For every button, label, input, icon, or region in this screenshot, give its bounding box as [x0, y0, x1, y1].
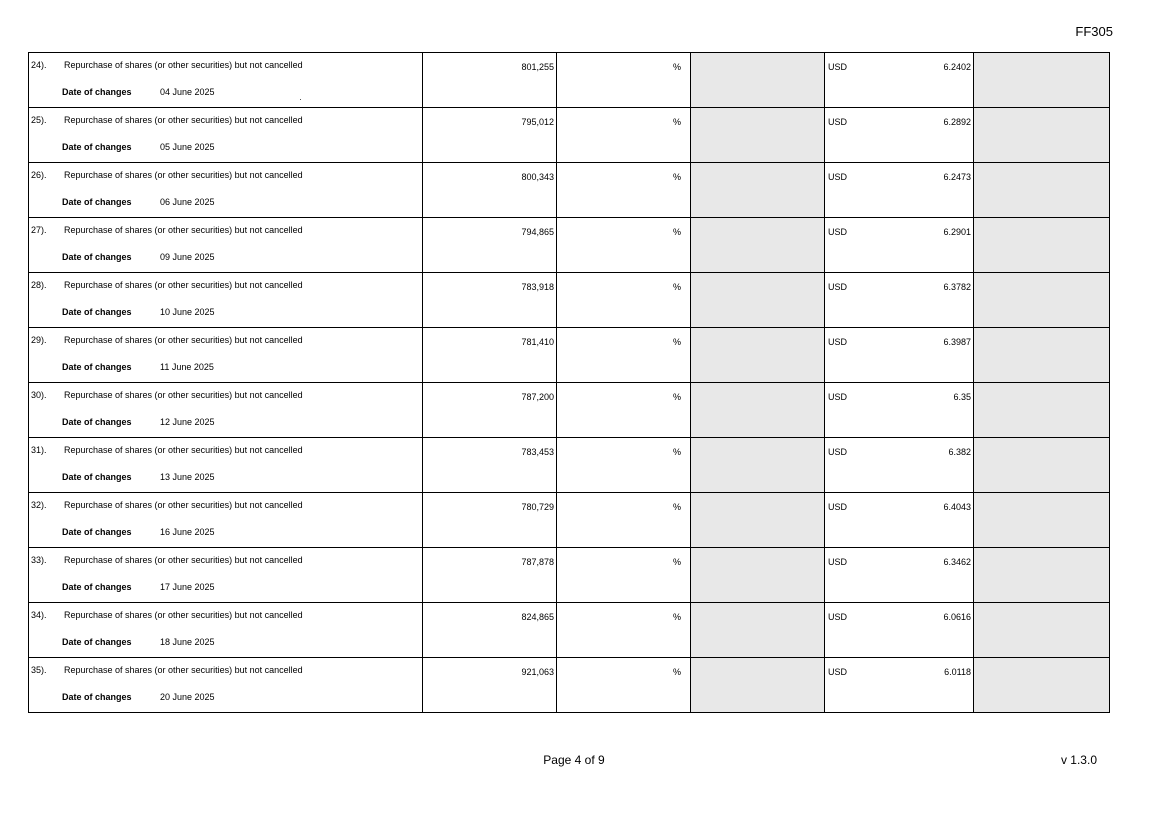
shares-cell — [423, 108, 557, 163]
date-label: Date of changes — [62, 692, 132, 702]
table-row — [29, 108, 1110, 163]
date-label: Date of changes — [62, 197, 132, 207]
row-number: 31). — [31, 445, 47, 455]
blank-grey-cell — [691, 438, 825, 493]
blank-grey-cell — [974, 438, 1110, 493]
currency-label: USD — [828, 337, 848, 347]
row-description: Repurchase of shares (or other securities) but not cancelled — [64, 445, 303, 455]
date-value: 04 June 2025 — [160, 87, 215, 97]
shares-cell — [423, 603, 557, 658]
row-number: 27). — [31, 225, 47, 235]
date-value: 10 June 2025 — [160, 307, 215, 317]
description-cell — [29, 328, 423, 383]
price-cell — [825, 383, 974, 438]
description-cell — [29, 438, 423, 493]
row-description: Repurchase of shares (or other securities) but not cancelled — [64, 390, 303, 400]
percent-symbol: % — [672, 227, 681, 237]
blank-grey-cell — [974, 53, 1110, 108]
percent-symbol: % — [672, 392, 681, 402]
blank-grey-cell — [691, 658, 825, 713]
table-row — [29, 438, 1110, 493]
percent-cell — [557, 658, 691, 713]
blank-grey-cell — [691, 53, 825, 108]
table-row — [29, 273, 1110, 328]
price-value: 6.0616 — [943, 612, 971, 622]
price-cell — [825, 493, 974, 548]
shares-value: 781,410 — [521, 337, 554, 347]
blank-grey-cell — [974, 658, 1110, 713]
blank-grey-cell — [974, 163, 1110, 218]
price-value: 6.35 — [953, 392, 971, 402]
row-number: 32). — [31, 500, 47, 510]
percent-symbol: % — [672, 62, 681, 72]
date-value: 17 June 2025 — [160, 582, 215, 592]
version-label: v 1.3.0 — [1060, 753, 1097, 767]
percent-symbol: % — [672, 667, 681, 677]
description-cell — [29, 163, 423, 218]
price-value: 6.382 — [948, 447, 971, 457]
blank-grey-cell — [974, 493, 1110, 548]
shares-cell — [423, 53, 557, 108]
row-description: Repurchase of shares (or other securities) but not cancelled — [64, 280, 303, 290]
row-description: Repurchase of shares (or other securities) but not cancelled — [64, 170, 303, 180]
table-row — [29, 383, 1110, 438]
date-label: Date of changes — [62, 417, 132, 427]
percent-cell — [557, 383, 691, 438]
shares-cell — [423, 548, 557, 603]
row-number: 35). — [31, 665, 47, 675]
row-number: 25). — [31, 115, 47, 125]
table-row — [29, 548, 1110, 603]
table-body — [29, 53, 1110, 713]
blank-grey-cell — [691, 603, 825, 658]
shares-value: 921,063 — [521, 667, 554, 677]
percent-symbol: % — [672, 282, 681, 292]
shares-cell — [423, 273, 557, 328]
date-value: 11 June 2025 — [160, 362, 214, 372]
currency-label: USD — [828, 227, 848, 237]
description-cell — [29, 658, 423, 713]
form-code: FF305 — [1075, 24, 1113, 39]
shares-cell — [423, 658, 557, 713]
price-value: 6.2901 — [943, 227, 971, 237]
shares-value: 824,865 — [521, 612, 554, 622]
price-cell — [825, 53, 974, 108]
row-number: 30). — [31, 390, 47, 400]
date-label: Date of changes — [62, 87, 132, 97]
description-cell — [29, 383, 423, 438]
currency-label: USD — [828, 502, 848, 512]
price-cell — [825, 658, 974, 713]
blank-grey-cell — [691, 218, 825, 273]
row-description: Repurchase of shares (or other securities) but not cancelled — [64, 555, 303, 565]
page-number: Page 4 of 9 — [543, 753, 605, 767]
table-row — [29, 53, 1110, 108]
blank-grey-cell — [974, 603, 1110, 658]
price-cell — [825, 163, 974, 218]
percent-symbol: % — [672, 612, 681, 622]
shares-cell — [423, 493, 557, 548]
shares-value: 787,200 — [521, 392, 554, 402]
percent-symbol: % — [672, 502, 681, 512]
blank-grey-cell — [974, 218, 1110, 273]
description-cell — [29, 108, 423, 163]
price-cell — [825, 218, 974, 273]
percent-cell — [557, 493, 691, 548]
table-row — [29, 493, 1110, 548]
shares-value: 783,453 — [521, 447, 554, 457]
percent-symbol: % — [672, 117, 681, 127]
shares-value: 795,012 — [521, 117, 554, 127]
percent-cell — [557, 108, 691, 163]
blank-grey-cell — [691, 163, 825, 218]
percent-cell — [557, 548, 691, 603]
description-cell — [29, 53, 423, 108]
row-number: 33). — [31, 555, 47, 565]
table-row — [29, 658, 1110, 713]
row-description: Repurchase of shares (or other securities) but not cancelled — [64, 60, 303, 70]
currency-label: USD — [828, 392, 848, 402]
currency-label: USD — [828, 447, 848, 457]
price-cell — [825, 438, 974, 493]
price-cell — [825, 328, 974, 383]
percent-cell — [557, 218, 691, 273]
shares-cell — [423, 438, 557, 493]
currency-label: USD — [828, 667, 848, 677]
shares-cell — [423, 218, 557, 273]
date-value: 16 June 2025 — [160, 527, 215, 537]
date-label: Date of changes — [62, 582, 132, 592]
price-value: 6.2473 — [943, 172, 971, 182]
shares-value: 780,729 — [521, 502, 554, 512]
blank-grey-cell — [691, 108, 825, 163]
row-description: Repurchase of shares (or other securities) but not cancelled — [64, 225, 303, 235]
currency-label: USD — [828, 62, 848, 72]
percent-cell — [557, 163, 691, 218]
date-value: 12 June 2025 — [160, 417, 215, 427]
price-value: 6.2892 — [943, 117, 971, 127]
description-cell — [29, 493, 423, 548]
price-value: 6.2402 — [943, 62, 971, 72]
shares-value: 787,878 — [521, 557, 554, 567]
blank-grey-cell — [974, 328, 1110, 383]
percent-cell — [557, 438, 691, 493]
date-label: Date of changes — [62, 142, 132, 152]
shares-cell — [423, 328, 557, 383]
percent-symbol: % — [672, 337, 681, 347]
percent-cell — [557, 53, 691, 108]
row-description: Repurchase of shares (or other securities) but not cancelled — [64, 335, 303, 345]
date-value: 13 June 2025 — [160, 472, 215, 482]
shares-value: 783,918 — [521, 282, 554, 292]
description-cell — [29, 603, 423, 658]
percent-cell — [557, 328, 691, 383]
price-value: 6.3462 — [943, 557, 971, 567]
currency-label: USD — [828, 117, 848, 127]
price-cell — [825, 273, 974, 328]
price-value: 6.0118 — [944, 667, 971, 677]
blank-grey-cell — [691, 548, 825, 603]
percent-symbol: % — [672, 447, 681, 457]
price-value: 6.4043 — [943, 502, 971, 512]
row-number: 24). — [31, 60, 47, 70]
row-number: 29). — [31, 335, 47, 345]
date-label: Date of changes — [62, 307, 132, 317]
date-value: 20 June 2025 — [160, 692, 215, 702]
date-value: 09 June 2025 — [160, 252, 215, 262]
description-cell — [29, 218, 423, 273]
price-cell — [825, 108, 974, 163]
date-label: Date of changes — [62, 527, 132, 537]
blank-grey-cell — [691, 273, 825, 328]
date-label: Date of changes — [62, 637, 132, 647]
row-number: 26). — [31, 170, 47, 180]
blank-grey-cell — [974, 383, 1110, 438]
date-label: Date of changes — [62, 362, 132, 372]
price-value: 6.3987 — [943, 337, 971, 347]
blank-grey-cell — [974, 273, 1110, 328]
currency-label: USD — [828, 172, 848, 182]
table-row — [29, 328, 1110, 383]
shares-cell — [423, 383, 557, 438]
price-cell — [825, 548, 974, 603]
date-value: 18 June 2025 — [160, 637, 215, 647]
date-label: Date of changes — [62, 252, 132, 262]
currency-label: USD — [828, 612, 848, 622]
blank-grey-cell — [691, 383, 825, 438]
blank-grey-cell — [691, 493, 825, 548]
price-cell — [825, 603, 974, 658]
description-cell — [29, 273, 423, 328]
row-description: Repurchase of shares (or other securities) but not cancelled — [64, 665, 303, 675]
date-value: 05 June 2025 — [160, 142, 215, 152]
currency-label: USD — [828, 557, 848, 567]
shares-value: 794,865 — [521, 227, 554, 237]
percent-symbol: % — [672, 557, 681, 567]
shares-cell — [423, 163, 557, 218]
table-row — [29, 218, 1110, 273]
price-value: 6.3782 — [943, 282, 971, 292]
row-description: Repurchase of shares (or other securities) but not cancelled — [64, 115, 303, 125]
percent-cell — [557, 273, 691, 328]
blank-grey-cell — [974, 108, 1110, 163]
row-description: Repurchase of shares (or other securities) but not cancelled — [64, 500, 303, 510]
currency-label: USD — [828, 282, 848, 292]
blank-grey-cell — [691, 328, 825, 383]
row-number: 34). — [31, 610, 47, 620]
description-cell — [29, 548, 423, 603]
blank-grey-cell — [974, 548, 1110, 603]
date-label: Date of changes — [62, 472, 132, 482]
percent-symbol: % — [672, 172, 681, 182]
table-row — [29, 603, 1110, 658]
shares-value: 800,343 — [521, 172, 554, 182]
percent-cell — [557, 603, 691, 658]
table-row — [29, 163, 1110, 218]
share-changes-table — [28, 52, 1110, 713]
row-number: 28). — [31, 280, 47, 290]
date-value: 06 June 2025 — [160, 197, 215, 207]
shares-value: 801,255 — [521, 62, 554, 72]
row-description: Repurchase of shares (or other securities) but not cancelled — [64, 610, 303, 620]
